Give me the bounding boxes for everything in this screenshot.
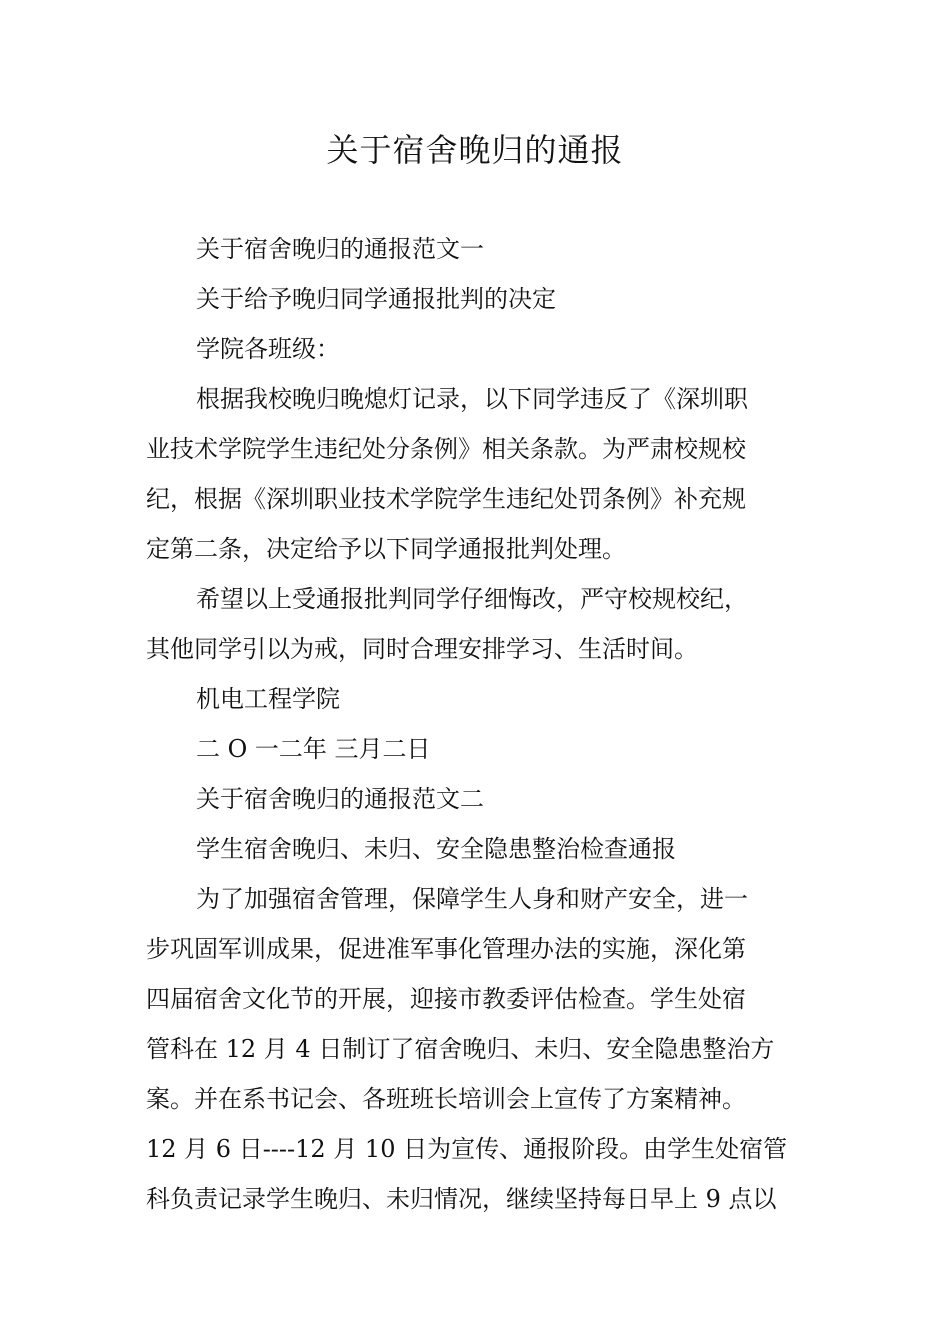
section-heading: 关于宿舍晚归的通报范文一: [196, 235, 484, 263]
section-subheading-2: 学生宿舍晚归、未归、安全隐患整治检查通报: [196, 835, 676, 863]
paragraph-3: [146, 874, 810, 1224]
paragraph-1-line-3: 纪，根据《深圳职业技术学院学生违纪处罚条例》补充规: [146, 485, 746, 513]
paragraph-2: [146, 574, 810, 674]
paragraph-2-line-2: 其他同学引以为戒，同时合理安排学习、生活时间。: [146, 635, 698, 663]
paragraph-1: [146, 374, 810, 574]
paragraph-3-line-6: 12 月 6 日----12 月 10 日为宣传、通报阶段。由学生处宿管: [146, 1135, 788, 1163]
paragraph-3-line-1: 为了加强宿舍管理，保障学生人身和财产安全，进一: [196, 885, 748, 913]
date: 二 O 一二年 三月二日: [196, 735, 431, 763]
section-heading-2: 关于宿舍晚归的通报范文二: [196, 785, 484, 813]
salutation: 学院各班级：: [196, 335, 340, 363]
document-body: [146, 224, 810, 1224]
paragraph-3-line-5: 案。并在系书记会、各班班长培训会上宣传了方案精神。: [146, 1085, 746, 1113]
document-title: 关于宿舍晚归的通报: [326, 131, 624, 169]
section-subheading: 关于给予晚归同学通报批判的决定: [196, 285, 556, 313]
paragraph-3-line-4: 管科在 12 月 4 日制订了宿舍晚归、未归、安全隐患整治方: [146, 1035, 775, 1063]
paragraph-1-line-4: 定第二条，决定给予以下同学通报批判处理。: [146, 535, 626, 563]
paragraph-1-line-2: 业技术学院学生违纪处分条例》相关条款。为严肃校规校: [146, 435, 746, 463]
paragraph-1-line-1: 根据我校晚归晚熄灯记录，以下同学违反了《深圳职: [196, 385, 748, 413]
paragraph-2-line-1: 希望以上受通报批判同学仔细悔改，严守校规校纪，: [196, 585, 748, 613]
paragraph-3-line-7: 科负责记录学生晚归、未归情况，继续坚持每日早上 9 点以: [146, 1185, 777, 1213]
paragraph-3-line-2: 步巩固军训成果，促进准军事化管理办法的实施，深化第: [146, 935, 746, 963]
paragraph-3-line-3: 四届宿舍文化节的开展，迎接市教委评估检查。学生处宿: [146, 985, 746, 1013]
signature: 机电工程学院: [196, 685, 340, 713]
